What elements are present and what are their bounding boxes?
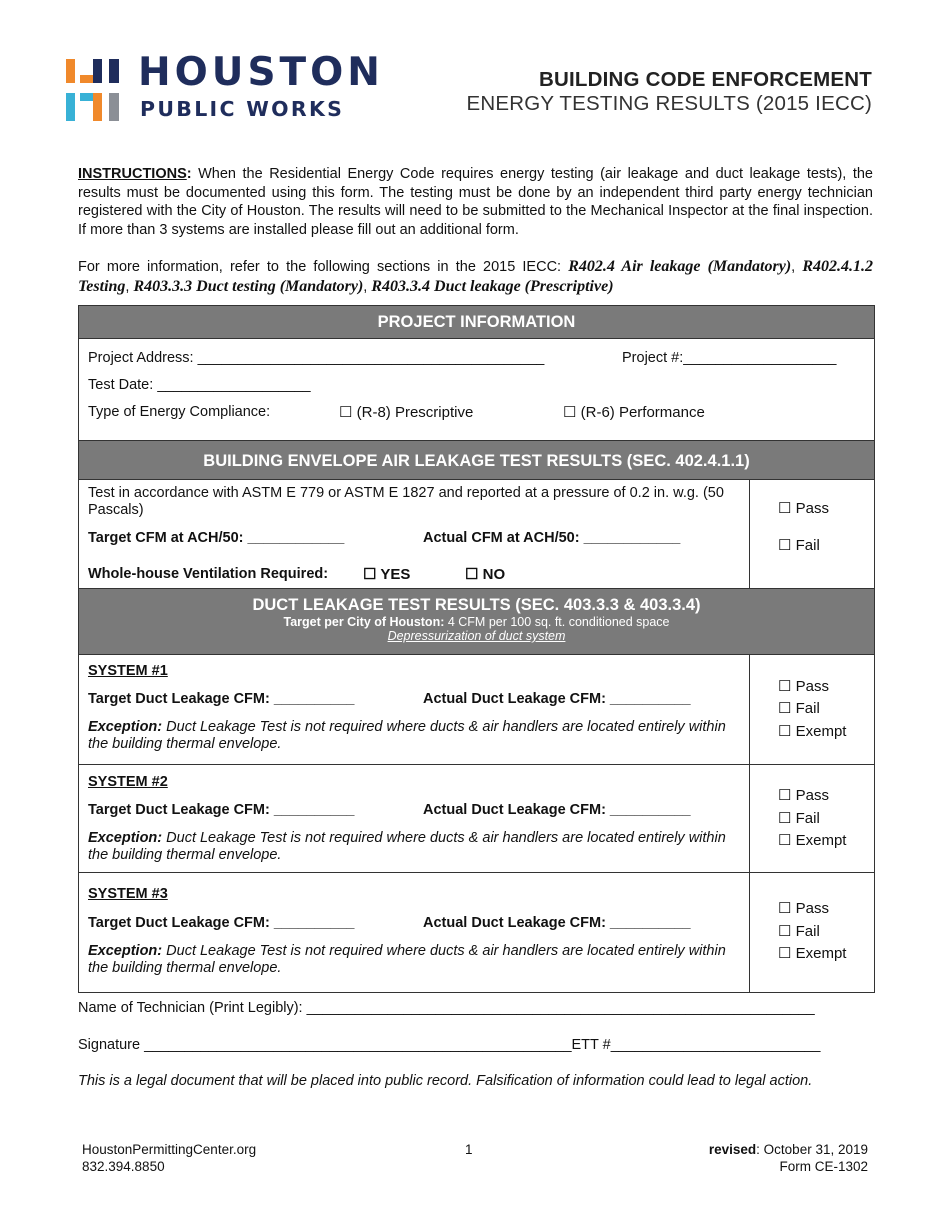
system-1-fail-checkbox[interactable]: ☐ Fail	[778, 700, 820, 717]
actual-cfm-label: Actual CFM at ACH/50:	[423, 530, 584, 546]
system-1-title: SYSTEM #1	[88, 663, 168, 679]
document-subtitle: ENERGY TESTING RESULTS (2015 IECC)	[466, 92, 872, 115]
system-1-actual-label: Actual Duct Leakage CFM:	[423, 691, 610, 707]
system-3-actual-line[interactable]: __________	[609, 915, 691, 931]
actual-cfm-field[interactable]	[423, 530, 680, 546]
revised-label: revised	[708, 1142, 757, 1157]
target-cfm-label: Target CFM at ACH/50:	[88, 530, 248, 546]
system-2-target-field[interactable]	[88, 802, 355, 818]
air-leakage-details	[79, 480, 750, 588]
instructions-text: When the Residential Energy Code requires energy testing (air leakage and duct leakage tests), the results must be documented using this form. The testing must be done by an independent third party energy technician registered with the City of Houston. The results will need to be submitted to the Mechanical Inspector at the final inspection. If more than 3 systems are installed please fill out an additional form.	[78, 166, 873, 238]
ventilation-no-checkbox[interactable]: ☐ NO	[465, 566, 506, 583]
test-date-line[interactable]: ___________________	[157, 377, 311, 393]
duct-target-note	[79, 615, 874, 629]
signature-label: Signature	[78, 1037, 145, 1053]
ref-r403-3-3: R403.3.3 Duct testing (Mandatory)	[133, 278, 364, 295]
system-3-actual-label: Actual Duct Leakage CFM:	[423, 915, 610, 931]
system-2-target-label: Target Duct Leakage CFM:	[88, 802, 274, 818]
logo-mark-icon	[66, 57, 128, 121]
document-title: BUILDING CODE ENFORCEMENT	[539, 68, 872, 91]
legal-notice: This is a legal document that will be placed into public record. Falsification of information could lead to legal action.	[78, 1073, 813, 1089]
system-2-exception-text: Duct Leakage Test is not required where ducts & air handlers are located entirely within the building thermal envelope.	[88, 830, 726, 863]
system-2-title: SYSTEM #2	[88, 774, 168, 790]
air-leakage-heading: BUILDING ENVELOPE AIR LEAKAGE TEST RESULTS (SEC. 402.4.1.1)	[79, 440, 874, 480]
testing-form-table	[78, 305, 875, 993]
form-number: Form CE-1302	[779, 1159, 868, 1174]
technician-name-label: Name of Technician (Print Legibly):	[78, 1000, 307, 1016]
page-number: 1	[465, 1142, 473, 1157]
system-3-target-field[interactable]	[88, 915, 355, 931]
ett-label: ETT #	[571, 1037, 611, 1053]
instructions-label: INSTRUCTIONS	[78, 166, 187, 182]
system-3-exception	[88, 943, 743, 977]
system-3-title: SYSTEM #3	[88, 886, 168, 902]
system-2-pass-checkbox[interactable]: ☐ Pass	[778, 787, 829, 804]
project-number-line[interactable]: ___________________	[683, 350, 837, 366]
revised-date-line	[709, 1141, 868, 1158]
compliance-type-label: Type of Energy Compliance:	[88, 404, 271, 420]
system-3-exempt-checkbox[interactable]: ☐ Exempt	[778, 945, 847, 962]
air-leakage-result	[750, 480, 874, 588]
houston-public-works-logo	[66, 50, 386, 125]
ventilation-yes-checkbox[interactable]: ☐ YES	[363, 566, 411, 583]
footer-website: HoustonPermittingCenter.org	[82, 1142, 257, 1157]
system-2-actual-field[interactable]	[423, 802, 691, 818]
project-info-section	[79, 339, 874, 440]
ref-r402-4-1-2: R402.4.1.2 Testing	[78, 258, 874, 295]
technician-name-field[interactable]	[78, 1000, 815, 1016]
ref-r402-4: R402.4 Air leakage (Mandatory)	[568, 258, 792, 275]
system-3-exception-text: Duct Leakage Test is not required where ducts & air handlers are located entirely within the building thermal envelope.	[88, 943, 726, 976]
depressurization-note: Depressurization of duct system	[387, 629, 566, 643]
project-address-line[interactable]: ___________________________________________	[197, 350, 545, 366]
system-1-details	[79, 655, 750, 764]
system-1-pass-checkbox[interactable]: ☐ Pass	[778, 678, 829, 695]
signature-line[interactable]: _____________________________________________________	[144, 1037, 572, 1053]
duct-leakage-heading: DUCT LEAKAGE TEST RESULTS (SEC. 403.3.3 & 403.3.4)	[252, 596, 701, 614]
system-3-target-line[interactable]: __________	[273, 915, 355, 931]
footer-phone: 832.394.8850	[82, 1159, 165, 1174]
project-number-label: Project #:	[622, 350, 684, 366]
system-1-target-line[interactable]: __________	[273, 691, 355, 707]
more-info-lead: For more information, refer to the following sections in the 2015 IECC:	[78, 259, 569, 275]
system-2-result	[750, 765, 874, 872]
system-2-exempt-checkbox[interactable]: ☐ Exempt	[778, 832, 847, 849]
system-1-target-label: Target Duct Leakage CFM:	[88, 691, 274, 707]
system-2-actual-line[interactable]: __________	[609, 802, 691, 818]
system-2-target-line[interactable]: __________	[273, 802, 355, 818]
revised-date: : October 31, 2019	[756, 1142, 868, 1157]
instructions-colon: :	[186, 166, 192, 182]
footer-revision	[709, 1141, 868, 1175]
system-3-pass-checkbox[interactable]: ☐ Pass	[778, 900, 829, 917]
test-date-field[interactable]	[88, 377, 311, 393]
system-3-exception-label: Exception:	[88, 943, 163, 959]
ref-separator: ,	[125, 279, 134, 295]
system-1-actual-field[interactable]	[423, 691, 691, 707]
system-2-exception-label: Exception:	[88, 830, 163, 846]
system-3-details	[79, 873, 750, 992]
system-1-exception	[88, 719, 743, 753]
ett-line[interactable]: __________________________	[610, 1037, 821, 1053]
system-2-exception	[88, 830, 743, 864]
duct-target-note-text: 4 CFM per 100 sq. ft. conditioned space	[444, 615, 670, 629]
system-1-exception-label: Exception:	[88, 719, 163, 735]
system-2-details	[79, 765, 750, 872]
system-1-exempt-checkbox[interactable]: ☐ Exempt	[778, 723, 847, 740]
project-info-heading: PROJECT INFORMATION	[79, 306, 874, 339]
system-3-actual-field[interactable]	[423, 915, 691, 931]
technician-name-line[interactable]: _______________________________________________________________	[306, 1000, 815, 1016]
system-2-actual-label: Actual Duct Leakage CFM:	[423, 802, 610, 818]
system-1-result	[750, 655, 874, 764]
system-1-target-field[interactable]	[88, 691, 355, 707]
duct-target-note-label: Target per City of Houston:	[283, 615, 445, 629]
ref-separator: ,	[363, 279, 372, 295]
air-fail-checkbox[interactable]: ☐ Fail	[778, 537, 820, 554]
system-1-section	[79, 655, 874, 765]
ventilation-required-label: Whole-house Ventilation Required:	[88, 566, 329, 582]
signature-field[interactable]	[78, 1037, 820, 1053]
system-3-result	[750, 873, 874, 992]
ref-separator: ,	[791, 259, 803, 275]
air-pass-checkbox[interactable]: ☐ Pass	[778, 500, 829, 517]
instructions-paragraph	[78, 165, 873, 239]
project-address-field[interactable]	[88, 350, 544, 366]
logo-word-houston: HOUSTON	[138, 50, 384, 95]
system-3-fail-checkbox[interactable]: ☐ Fail	[778, 923, 820, 940]
project-address-label: Project Address:	[88, 350, 198, 366]
system-2-fail-checkbox[interactable]: ☐ Fail	[778, 810, 820, 827]
performance-checkbox[interactable]: ☐ (R-6) Performance	[563, 404, 705, 421]
more-info-paragraph	[78, 257, 873, 297]
system-2-section	[79, 765, 874, 873]
prescriptive-checkbox[interactable]: ☐ (R-8) Prescriptive	[339, 404, 474, 421]
system-1-exception-text: Duct Leakage Test is not required where ducts & air handlers are located entirely within the building thermal envelope.	[88, 719, 726, 752]
duct-leakage-heading-band	[79, 589, 874, 655]
project-number-field[interactable]	[622, 350, 836, 366]
system-3-section	[79, 873, 874, 992]
target-cfm-line[interactable]: ____________	[247, 530, 345, 546]
ref-r403-3-4: R403.3.4 Duct leakage (Prescriptive)	[371, 278, 614, 295]
logo-word-public-works: PUBLIC WORKS	[140, 97, 345, 121]
system-1-actual-line[interactable]: __________	[609, 691, 691, 707]
footer-contact	[82, 1141, 256, 1175]
air-leakage-section	[79, 480, 874, 589]
target-cfm-field[interactable]	[88, 530, 344, 546]
air-leakage-test-text: Test in accordance with ASTM E 779 or ASTM E 1827 and reported at a pressure of 0.2 in. w.g. (50 Pascals)	[88, 485, 724, 518]
actual-cfm-line[interactable]: ____________	[583, 530, 681, 546]
test-date-label: Test Date:	[88, 377, 158, 393]
system-3-target-label: Target Duct Leakage CFM:	[88, 915, 274, 931]
